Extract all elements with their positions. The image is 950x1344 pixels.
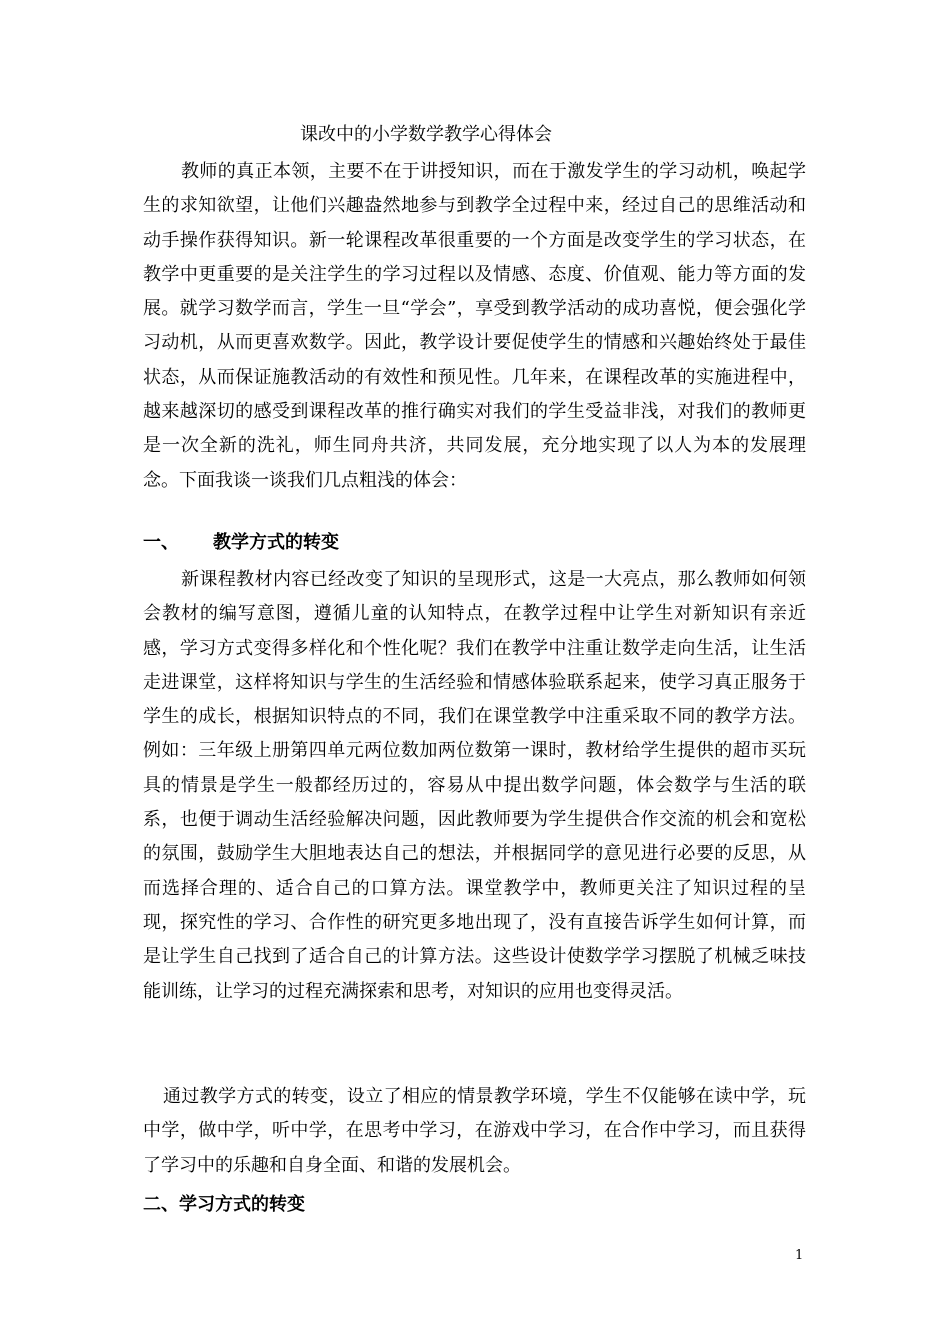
intro-paragraph: 教师的真正本领，主要不在于讲授知识，而在于激发学生的学习动机，唤起学生的求知欲望，让他们兴趣盎然地参与到教学全过程中来，经过自己的思维活动和动手操作获得知识。新一轮课程改革很重要的一个方面是改变学生的学习状态，在教学中更重要的是关注学生的学习过程以及情感、态度、价值观、能力等方面的发展。就学习数学而言，学生一旦“学会”，享受到教学活动的成功喜悦，便会强化学习动机，从而更喜欢数学。因此，教学设计要促使学生的情感和兴趣始终处于最佳状态，从而保证施教活动的有效性和预见性。几年来，在课程改革的实施进程中，越来越深切的感受到课程改革的推行确实对我们的学生受益非浅，对我们的教师更是一次全新的洗礼，师生同舟共济，共同发展，充分地实现了以人为本的发展理念。下面我谈一谈我们几点粗浅的体会：	[143, 161, 806, 491]
section-1-title: 教学方式的转变	[213, 532, 339, 553]
section-1-paragraph-2: 通过教学方式的转变，设立了相应的情景教学环境，学生不仅能够在读中学，玩中学，做中学，听中学，在思考中学习，在游戏中学习，在合作中学习，而且获得了学习中的乐趣和自身全面、和谐的发展机会。	[143, 1086, 806, 1176]
section-1-heading	[143, 530, 339, 556]
section-1-number: 一、	[143, 532, 179, 553]
section-2-heading: 二、学习方式的转变	[143, 1194, 305, 1215]
document-title: 课改中的小学数学教学心得体会	[300, 124, 552, 145]
section-1-paragraph-1: 新课程教材内容已经改变了知识的呈现形式，这是一大亮点，那么教师如何领会教材的编写意图，遵循儿童的认知特点，在教学过程中让学生对新知识有亲近感，学习方式变得多样化和个性化呢？我们在教学中注重让数学走向生活，让生活走进课堂，这样将知识与学生的生活经验和情感体验联系起来，使学习真正服务于学生的成长，根据知识特点的不同，我们在课堂教学中注重采取不同的教学方法。例如：三年级上册第四单元两位数加两位数第一课时，教材给学生提供的超市买玩具的情景是学生一般都经历过的，容易从中提出数学问题，体会数学与生活的联系，也便于调动生活经验解决问题，因此教师要为学生提供合作交流的机会和宽松的氛围，鼓励学生大胆地表达自己的想法，并根据同学的意见进行必要的反思，从而选择合理的、适合自己的口算方法。课堂教学中，教师更关注了知识过程的呈现，探究性的学习、合作性的研究更多地出现了，没有直接告诉学生如何计算，而是让学生自己找到了适合自己的计算方法。这些设计使数学学习摆脱了机械乏味技能训练，让学习的过程充满探索和思考，对知识的应用也变得灵活。	[143, 569, 806, 1002]
page-number: 1	[795, 1248, 804, 1263]
